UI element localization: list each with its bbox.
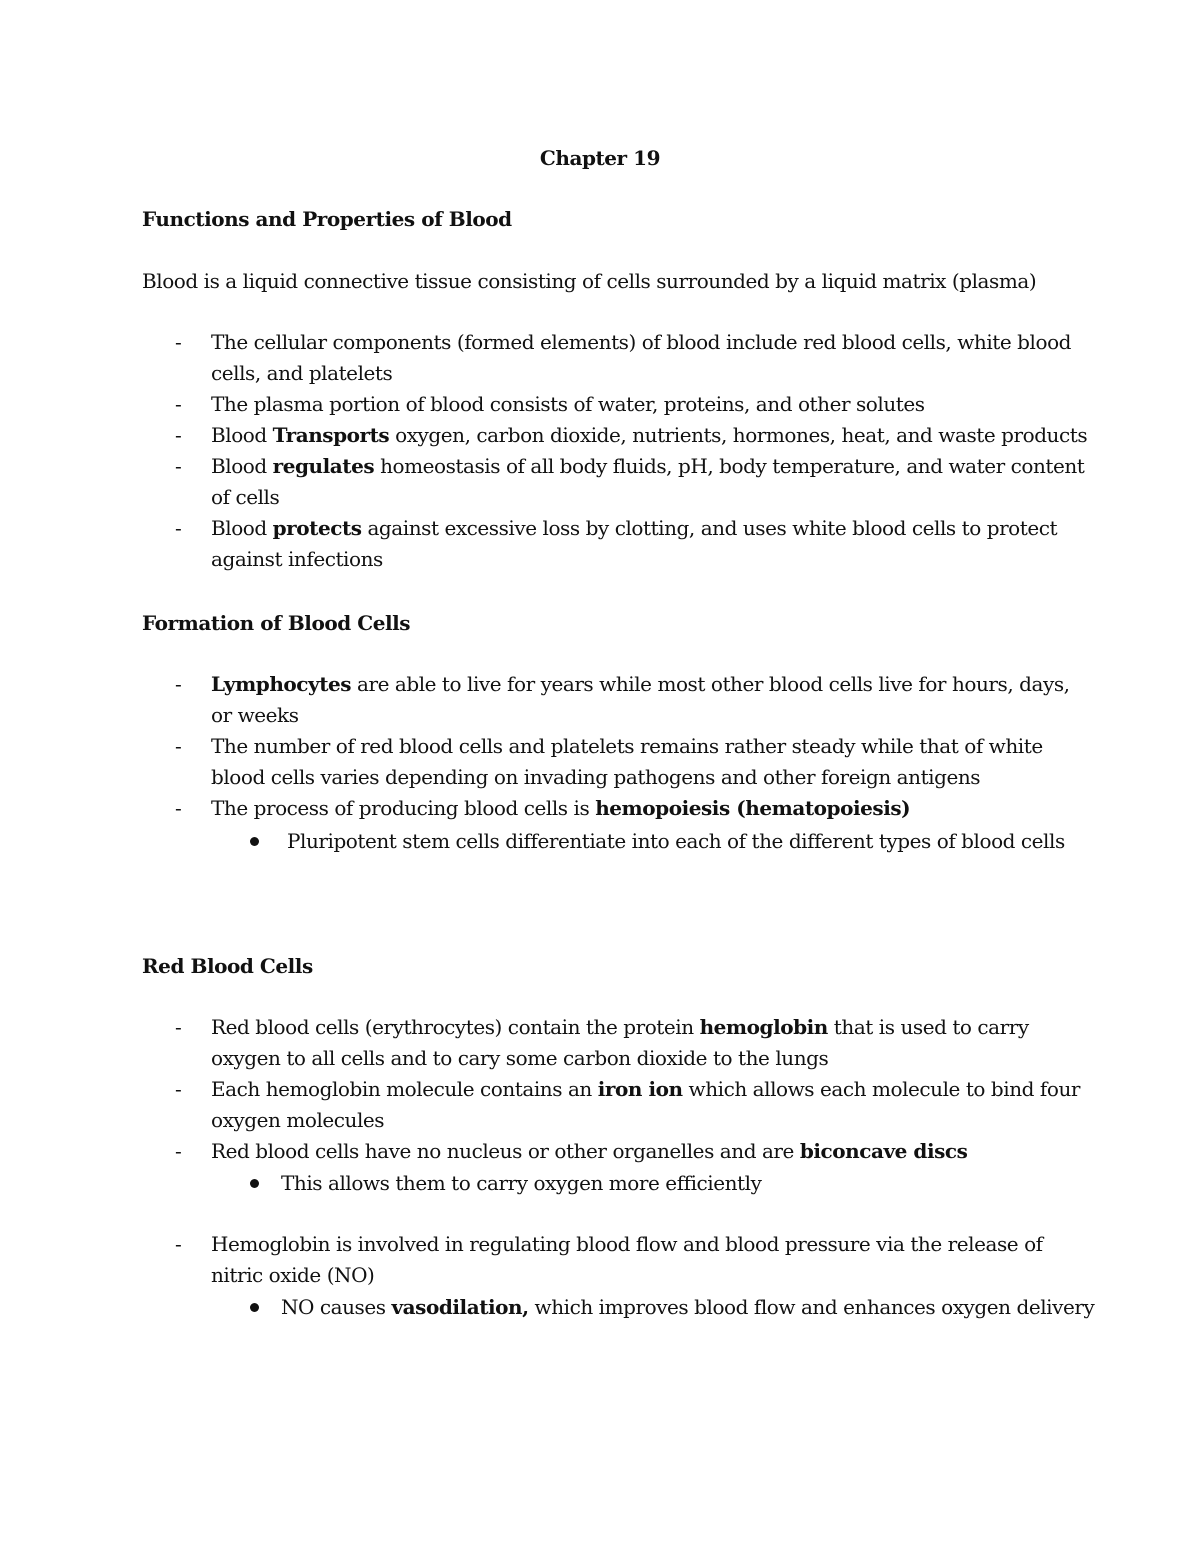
item-text: Blood [211, 516, 273, 540]
list-item [142, 451, 1102, 513]
dash-bullet: - [175, 1232, 182, 1256]
item-text: Red blood cells have no nucleus or other organelles and are [211, 1139, 800, 1163]
dash-bullet: - [175, 672, 182, 696]
item-bold-term: Lymphocytes [211, 672, 352, 696]
section-heading-functions: Functions and Properties of Blood [142, 207, 512, 231]
item-text: against excessive loss by clotting, and uses white blood cells to protect against infections [211, 516, 1058, 571]
list-item [142, 669, 1102, 731]
intro-paragraph: Blood is a liquid connective tissue consisting of cells surrounded by a liquid matrix (plasma) [142, 269, 1037, 293]
item-text: oxygen, carbon dioxide, nutrients, hormones, heat, and waste products [389, 423, 1088, 447]
sub-item-text: This allows them to carry oxygen more efficiently [281, 1171, 762, 1195]
list-item [142, 513, 1102, 575]
page-title: Chapter 19 [539, 146, 661, 170]
list-item [142, 420, 1102, 451]
item-bold-term: hemoglobin [699, 1015, 828, 1039]
item-text: The cellular components (formed elements) of blood include red blood cells, white blood cells, and platelets [211, 330, 1072, 385]
item-bold-term: hemopoiesis (hematopoiesis) [595, 796, 911, 820]
list-item [142, 389, 1102, 420]
section-heading-formation: Formation of Blood Cells [142, 611, 411, 635]
sub-item-text: Pluripotent stem cells differentiate into each of the different types of blood cells [287, 829, 1065, 853]
list-item [142, 731, 1102, 793]
sub-list-item [142, 1292, 1102, 1323]
item-text: Red blood cells (erythrocytes) contain the protein [211, 1015, 700, 1039]
dash-bullet: - [175, 330, 182, 354]
sub-item-bold-term: vasodilation, [391, 1295, 529, 1319]
bullet-dot-icon [250, 1179, 259, 1188]
item-text: Blood [211, 423, 273, 447]
list-item [142, 1136, 1102, 1167]
list-item [142, 1012, 1102, 1074]
dash-bullet: - [175, 454, 182, 478]
item-bold-term: regulates [272, 454, 375, 478]
list-item [142, 327, 1102, 389]
sub-list-item [142, 826, 1102, 857]
bullet-dot-icon [250, 1303, 259, 1312]
list-item [142, 1229, 1102, 1291]
item-text: that is used to carry oxygen to all cells and to cary some carbon dioxide to the lungs [211, 1015, 1029, 1070]
item-bold-term: protects [272, 516, 362, 540]
sub-item-text: which improves blood flow and enhances oxygen delivery [528, 1295, 1095, 1319]
item-text: Blood [211, 454, 273, 478]
item-text: are able to live for years while most other blood cells live for hours, days, or weeks [211, 672, 1070, 727]
item-text: Hemoglobin is involved in regulating blood flow and blood pressure via the release of nitric oxide (NO) [211, 1232, 1043, 1287]
list-item [142, 793, 1102, 824]
dash-bullet: - [175, 392, 182, 416]
section-heading-red-blood-cells: Red Blood Cells [142, 954, 313, 978]
dash-bullet: - [175, 1015, 182, 1039]
item-text: which allows each molecule to bind four oxygen molecules [211, 1077, 1081, 1132]
item-text: The number of red blood cells and platelets remains rather steady while that of white blood cells varies depending on invading pathogens and other foreign antigens [211, 734, 1043, 789]
item-bold-term: iron ion [597, 1077, 683, 1101]
item-text: Each hemoglobin molecule contains an [211, 1077, 598, 1101]
dash-bullet: - [175, 734, 182, 758]
sub-list-item [142, 1168, 1102, 1199]
dash-bullet: - [175, 423, 182, 447]
item-bold-term: biconcave discs [799, 1139, 968, 1163]
bullet-dot-icon [250, 837, 259, 846]
item-text: homeostasis of all body fluids, pH, body temperature, and water content of cells [211, 454, 1085, 509]
item-bold-term: Transports [272, 423, 390, 447]
list-item [142, 1074, 1102, 1136]
item-text: The process of producing blood cells is [211, 796, 596, 820]
dash-bullet: - [175, 1077, 182, 1101]
item-text: The plasma portion of blood consists of water, proteins, and other solutes [211, 392, 925, 416]
dash-bullet: - [175, 516, 182, 540]
dash-bullet: - [175, 1139, 182, 1163]
sub-item-text: NO causes [281, 1295, 392, 1319]
dash-bullet: - [175, 796, 182, 820]
